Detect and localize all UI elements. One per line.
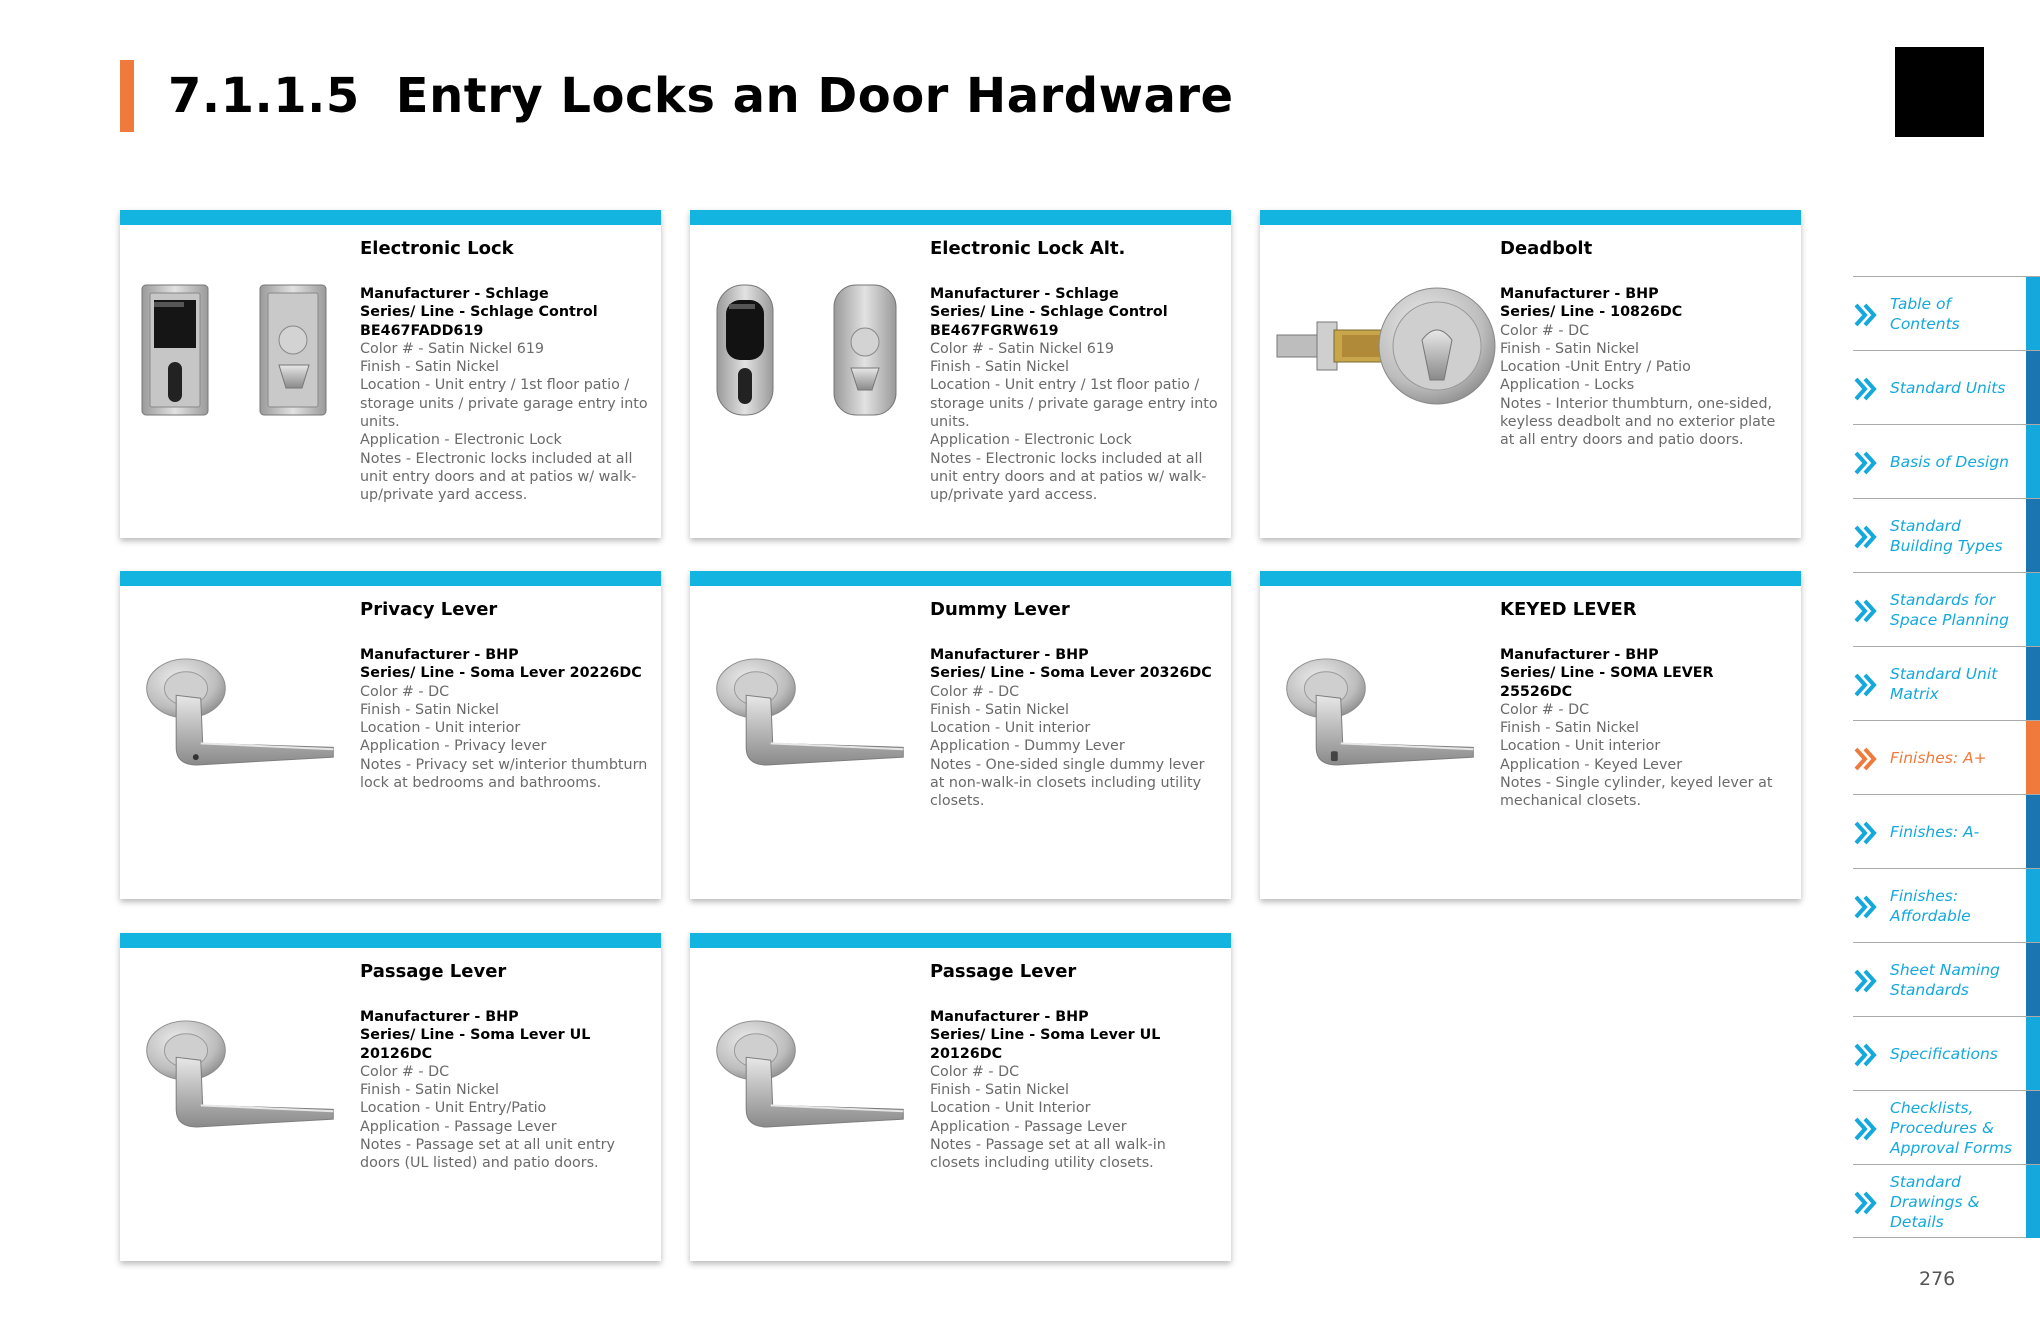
nav-color-tab bbox=[2026, 1091, 2040, 1164]
nav-color-tab bbox=[2026, 647, 2040, 720]
product-spec: Color # - Satin Nickel 619 bbox=[930, 340, 1115, 357]
product-spec: Color # - DC bbox=[360, 1063, 450, 1080]
product-spec: Finish - Satin Nickel bbox=[1500, 720, 1640, 737]
nav-item-label: Table of Contents bbox=[1890, 295, 1960, 333]
product-spec-bold: Manufacturer - BHP bbox=[360, 1009, 519, 1025]
nav-item-label: Standard Unit Matrix bbox=[1890, 665, 1998, 703]
product-spec-bold: BE467FADD619 bbox=[360, 322, 484, 339]
lever-passage-illustration bbox=[702, 1003, 918, 1141]
product-spec: Location - Unit Interior bbox=[930, 1100, 1091, 1117]
lever-dummy-illustration bbox=[702, 641, 918, 779]
nav-item[interactable] bbox=[1853, 720, 2040, 794]
product-spec: Notes - Single cylinder, keyed lever at mechanical closets. bbox=[1500, 775, 1773, 810]
nav-color-tab bbox=[2026, 573, 2040, 646]
product-title: Dummy Lever bbox=[930, 599, 1070, 620]
product-spec: Notes - Interior thumbturn, one-sided, keyless deadbolt and no exterior plate at all entry doors and patio doors. bbox=[1500, 395, 1776, 449]
deadbolt-illustration bbox=[1272, 280, 1512, 420]
chevron-double-right-icon bbox=[1853, 820, 1879, 846]
card-header-band bbox=[690, 571, 1231, 586]
product-spec: Color # - DC bbox=[930, 1063, 1020, 1080]
chevron-double-right-icon bbox=[1853, 376, 1879, 402]
product-title: KEYED LEVER bbox=[1500, 599, 1637, 620]
chevron-double-right-icon bbox=[1853, 302, 1879, 328]
product-spec: Location - Unit interior bbox=[1500, 738, 1661, 755]
chevron-double-right-icon bbox=[1853, 968, 1879, 994]
nav-item-label: Standard Units bbox=[1890, 379, 2006, 397]
product-spec-bold: Manufacturer - BHP bbox=[930, 647, 1089, 663]
nav-item[interactable] bbox=[1853, 1016, 2040, 1090]
product-card bbox=[120, 571, 661, 899]
page-title bbox=[168, 60, 1234, 132]
product-spec-bold: Series/ Line - Soma Lever 20226DC bbox=[360, 665, 642, 682]
chevron-double-right-icon bbox=[1853, 524, 1879, 550]
product-spec: Application - Keyed Lever bbox=[1500, 756, 1683, 773]
product-card bbox=[120, 210, 661, 538]
product-spec: Notes - Passage set at all walk-in closets including utility closets. bbox=[930, 1137, 1166, 1172]
product-spec: Application - Passage Lever bbox=[360, 1118, 557, 1135]
product-spec: Application - Privacy lever bbox=[360, 738, 547, 755]
nav-item[interactable] bbox=[1853, 424, 2040, 498]
product-details bbox=[360, 599, 650, 792]
card-header-band bbox=[120, 933, 661, 948]
product-spec: Color # - DC bbox=[1500, 701, 1590, 718]
card-header-band bbox=[1260, 210, 1801, 225]
product-spec: Location - Unit interior bbox=[360, 720, 521, 737]
product-spec: Application - Passage Lever bbox=[930, 1118, 1127, 1135]
nav-color-tab bbox=[2026, 351, 2040, 424]
product-spec: Notes - Privacy set w/interior thumbturn lock at bedrooms and bathrooms. bbox=[360, 756, 648, 792]
chevron-double-right-icon bbox=[1853, 894, 1879, 920]
product-details bbox=[1500, 238, 1790, 450]
product-title: Electronic Lock Alt. bbox=[930, 238, 1126, 259]
product-spec: Application - Electronic Lock bbox=[360, 432, 562, 449]
product-card bbox=[690, 933, 1231, 1261]
product-spec: Application - Dummy Lever bbox=[930, 738, 1125, 755]
section-title: Entry Locks an Door Hardware bbox=[395, 68, 1234, 124]
nav-item-label: Finishes: A- bbox=[1890, 823, 1980, 841]
product-spec-bold: Manufacturer - Schlage bbox=[360, 286, 549, 302]
chevron-double-right-icon bbox=[1853, 598, 1879, 624]
nav-color-tab bbox=[2026, 1017, 2040, 1090]
nav-item-label: Standard Building Types bbox=[1890, 517, 2003, 555]
product-card bbox=[1260, 571, 1801, 899]
product-title: Passage Lever bbox=[360, 961, 507, 982]
product-spec: Color # - Satin Nickel 619 bbox=[360, 340, 545, 357]
product-spec: Finish - Satin Nickel bbox=[930, 701, 1070, 718]
nav-item[interactable] bbox=[1853, 868, 2040, 942]
product-details bbox=[930, 961, 1220, 1173]
product-spec-bold: Series/ Line - Schlage Control bbox=[930, 304, 1168, 321]
nav-item[interactable] bbox=[1853, 794, 2040, 868]
nav-color-tab bbox=[2026, 1165, 2040, 1238]
nav-item-label: Standards for Space Planning bbox=[1890, 591, 2009, 629]
chevron-double-right-icon bbox=[1853, 746, 1879, 772]
sidebar-nav bbox=[1853, 276, 2040, 1238]
nav-item[interactable] bbox=[1853, 498, 2040, 572]
product-card bbox=[690, 571, 1231, 899]
product-spec: Notes - Passage set at all unit entry doors (UL listed) and patio doors. bbox=[360, 1137, 615, 1172]
nav-color-tab bbox=[2026, 943, 2040, 1016]
nav-color-tab bbox=[2026, 277, 2040, 350]
nav-item[interactable] bbox=[1853, 276, 2040, 350]
nav-item-label: Specifications bbox=[1890, 1045, 1998, 1063]
product-spec: Finish - Satin Nickel bbox=[360, 359, 500, 376]
product-title: Passage Lever bbox=[930, 961, 1077, 982]
product-spec-bold: BE467FGRW619 bbox=[930, 322, 1059, 339]
product-spec: Notes - Electronic locks included at all unit entry doors and at patios w/ walk-up/private yard access. bbox=[360, 450, 637, 504]
card-header-band bbox=[120, 571, 661, 586]
product-spec-bold: Series/ Line - SOMA LEVER 25526DC bbox=[1500, 665, 1714, 700]
electronic-lock-square-illustration bbox=[132, 280, 352, 420]
product-spec-bold: Manufacturer - BHP bbox=[930, 1009, 1089, 1025]
product-spec: Notes - Electronic locks included at all unit entry doors and at patios w/ walk-up/private yard access. bbox=[930, 450, 1207, 504]
nav-item[interactable] bbox=[1853, 1090, 2040, 1164]
nav-item-label: Basis of Design bbox=[1890, 453, 2009, 471]
nav-color-tab bbox=[2026, 425, 2040, 498]
product-spec-bold: Manufacturer - Schlage bbox=[930, 286, 1119, 302]
product-details bbox=[360, 238, 650, 505]
chevron-double-right-icon bbox=[1853, 1042, 1879, 1068]
product-spec-bold: Manufacturer - BHP bbox=[1500, 286, 1659, 302]
card-header-band bbox=[690, 210, 1231, 225]
card-header-band bbox=[120, 210, 661, 225]
product-spec-bold: Manufacturer - BHP bbox=[1500, 647, 1659, 663]
product-spec: Color # - DC bbox=[360, 683, 450, 700]
page-number: 276 bbox=[1919, 1268, 1956, 1290]
nav-color-tab bbox=[2026, 499, 2040, 572]
product-spec: Notes - One-sided single dummy lever at non-walk-in closets including utility closets. bbox=[930, 756, 1205, 810]
product-spec: Location - Unit Entry/Patio bbox=[360, 1100, 547, 1117]
product-spec-bold: Manufacturer - BHP bbox=[360, 647, 519, 663]
nav-item[interactable] bbox=[1853, 350, 2040, 424]
nav-item-label: Finishes: A+ bbox=[1890, 749, 1987, 767]
nav-color-tab bbox=[2026, 721, 2040, 794]
nav-item-label: Finishes: Affordable bbox=[1890, 887, 1971, 925]
lever-passage-illustration bbox=[132, 1003, 348, 1141]
product-title: Deadbolt bbox=[1500, 238, 1593, 259]
product-spec: Application - Electronic Lock bbox=[930, 432, 1132, 449]
product-details bbox=[360, 961, 650, 1173]
product-title: Privacy Lever bbox=[360, 599, 498, 620]
product-spec: Location - Unit interior bbox=[930, 720, 1091, 737]
product-spec: Application - Locks bbox=[1500, 377, 1635, 394]
nav-item[interactable] bbox=[1853, 572, 2040, 646]
product-spec: Location - Unit entry / 1st floor patio / storage units / private garage entry into units. bbox=[930, 377, 1218, 431]
card-header-band bbox=[690, 933, 1231, 948]
product-spec: Finish - Satin Nickel bbox=[360, 701, 500, 718]
nav-item[interactable] bbox=[1853, 942, 2040, 1016]
section-number: 7.1.1.5 bbox=[168, 68, 360, 124]
product-details bbox=[1500, 599, 1790, 811]
chevron-double-right-icon bbox=[1853, 1116, 1879, 1142]
product-spec: Location -Unit Entry / Patio bbox=[1500, 359, 1691, 376]
product-spec-bold: Series/ Line - 10826DC bbox=[1500, 304, 1683, 321]
product-spec-bold: Series/ Line - Soma Lever UL 20126DC bbox=[930, 1027, 1161, 1062]
electronic-lock-rounded-illustration bbox=[702, 280, 922, 420]
nav-item-label: Standard Drawings & Details bbox=[1890, 1173, 1980, 1231]
lever-privacy-illustration bbox=[132, 641, 348, 779]
nav-item[interactable] bbox=[1853, 1164, 2040, 1238]
corner-block bbox=[1895, 47, 1984, 137]
product-card bbox=[690, 210, 1231, 538]
chevron-double-right-icon bbox=[1853, 672, 1879, 698]
nav-color-tab bbox=[2026, 795, 2040, 868]
product-spec-bold: Series/ Line - Soma Lever UL 20126DC bbox=[360, 1027, 591, 1062]
card-header-band bbox=[1260, 571, 1801, 586]
product-spec: Finish - Satin Nickel bbox=[360, 1082, 500, 1099]
product-spec: Finish - Satin Nickel bbox=[1500, 340, 1640, 357]
chevron-double-right-icon bbox=[1853, 1190, 1879, 1216]
title-accent-bar bbox=[120, 60, 134, 132]
product-card bbox=[1260, 210, 1801, 538]
nav-item[interactable] bbox=[1853, 646, 2040, 720]
product-spec: Finish - Satin Nickel bbox=[930, 1082, 1070, 1099]
product-card bbox=[120, 933, 661, 1261]
product-spec: Color # - DC bbox=[930, 683, 1020, 700]
lever-keyed-illustration bbox=[1272, 641, 1488, 779]
product-spec-bold: Series/ Line - Schlage Control bbox=[360, 304, 598, 321]
nav-item-label: Sheet Naming Standards bbox=[1890, 961, 2000, 999]
product-title: Electronic Lock bbox=[360, 238, 514, 259]
nav-item-label: Checklists, Procedures & Approval Forms bbox=[1890, 1099, 2012, 1157]
product-spec: Location - Unit entry / 1st floor patio / storage units / private garage entry into units. bbox=[360, 377, 648, 431]
product-spec-bold: Series/ Line - Soma Lever 20326DC bbox=[930, 665, 1212, 682]
nav-color-tab bbox=[2026, 869, 2040, 942]
product-spec: Color # - DC bbox=[1500, 322, 1590, 339]
product-details bbox=[930, 599, 1220, 811]
product-details bbox=[930, 238, 1220, 505]
product-spec: Finish - Satin Nickel bbox=[930, 359, 1070, 376]
chevron-double-right-icon bbox=[1853, 450, 1879, 476]
